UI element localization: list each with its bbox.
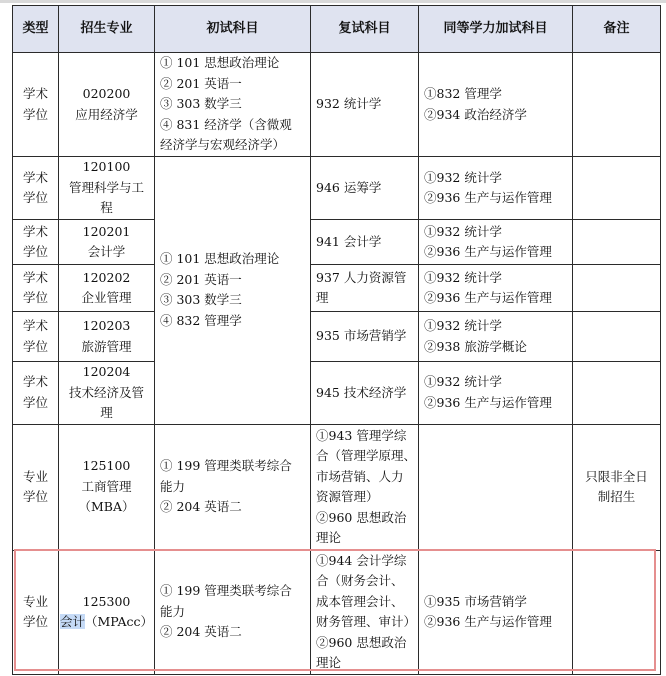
cell-initial: ① 199 管理类联考综合 能力 ② 204 英语二	[155, 550, 311, 674]
cell-extra: ①932 统计学 ②938 旅游学概论	[419, 312, 573, 362]
cell-major: 020200 应用经济学	[59, 53, 155, 157]
header-type: 类型	[13, 6, 59, 53]
table-row	[13, 362, 661, 425]
cell-extra: ①932 统计学 ②936 生产与运作管理	[419, 265, 573, 312]
cell-type: 专业 学位	[13, 550, 59, 674]
cell-note	[573, 550, 661, 674]
table-row-highlighted	[13, 550, 661, 674]
cell-note	[573, 220, 661, 265]
cell-initial-shared: ① 101 思想政治理论 ② 201 英语一 ③ 303 数学三 ④ 832 管理学	[155, 157, 311, 425]
cell-note	[573, 157, 661, 220]
cell-extra	[419, 424, 573, 550]
cell-retest: 937 人力资源管 理	[311, 265, 419, 312]
cell-retest: 932 统计学	[311, 53, 419, 157]
header-equivalent-extra: 同等学力加试科目	[419, 6, 573, 53]
cell-major: 120202 企业管理	[59, 265, 155, 312]
cell-note: 只限非全日 制招生	[573, 424, 661, 550]
cell-type: 学术 学位	[13, 362, 59, 425]
cell-note	[573, 362, 661, 425]
cell-retest: ①943 管理学综 合（管理学原理、 市场营销、人力 资源管理） ②960 思想政治 理论	[311, 424, 419, 550]
cell-major: 120201 会计学	[59, 220, 155, 265]
cell-major: 120203 旅游管理	[59, 312, 155, 362]
table-row	[13, 424, 661, 550]
cell-major: 120100 管理科学与工 程	[59, 157, 155, 220]
cell-extra: ①832 管理学 ②934 政治经济学	[419, 53, 573, 157]
cell-retest: 941 会计学	[311, 220, 419, 265]
previous-content-edge	[0, 0, 666, 3]
cell-type: 专业 学位	[13, 424, 59, 550]
header-retest: 复试科目	[311, 6, 419, 53]
cell-note	[573, 265, 661, 312]
cell-extra: ①932 统计学 ②936 生产与运作管理	[419, 362, 573, 425]
admission-subjects-table	[12, 5, 661, 675]
table-row	[13, 157, 661, 220]
cell-note	[573, 53, 661, 157]
table-header-row	[13, 6, 661, 53]
cell-type: 学术 学位	[13, 265, 59, 312]
table-row	[13, 220, 661, 265]
table-row	[13, 312, 661, 362]
header-initial-exam: 初试科目	[155, 6, 311, 53]
selected-text[interactable]: 会计	[59, 614, 85, 629]
cell-type: 学术 学位	[13, 53, 59, 157]
cell-type: 学术 学位	[13, 220, 59, 265]
table-row	[13, 265, 661, 312]
cell-initial: ① 101 思想政治理论 ② 201 英语一 ③ 303 数学三 ④ 831 经济学（含微观 经济学与宏观经济学）	[155, 53, 311, 157]
cell-major: 120204 技术经济及管 理	[59, 362, 155, 425]
cell-extra: ①935 市场营销学 ②936 生产与运作管理	[419, 550, 573, 674]
cell-retest: 935 市场营销学	[311, 312, 419, 362]
cell-extra: ①932 统计学 ②936 生产与运作管理	[419, 220, 573, 265]
header-notes: 备注	[573, 6, 661, 53]
cell-type: 学术 学位	[13, 157, 59, 220]
header-major: 招生专业	[59, 6, 155, 53]
table-row	[13, 53, 661, 157]
cell-major: 125300 会计（MPAcc）	[59, 550, 155, 674]
cell-initial: ① 199 管理类联考综合 能力 ② 204 英语二	[155, 424, 311, 550]
cell-major: 125100 工商管理 （MBA）	[59, 424, 155, 550]
cell-retest: ①944 会计学综 合（财务会计、 成本管理会计、 财务管理、审计） ②960 思想政治 理论	[311, 550, 419, 674]
cell-note	[573, 312, 661, 362]
cell-extra: ①932 统计学 ②936 生产与运作管理	[419, 157, 573, 220]
cell-retest: 945 技术经济学	[311, 362, 419, 425]
cell-type: 学术 学位	[13, 312, 59, 362]
cell-retest: 946 运筹学	[311, 157, 419, 220]
